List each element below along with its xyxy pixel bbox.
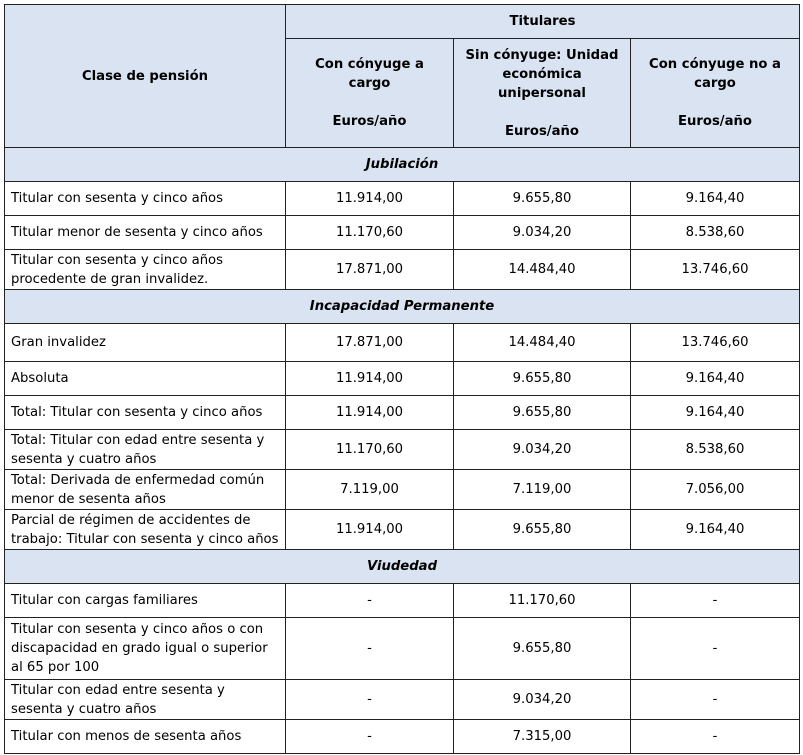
row-label: Total: Titular con edad entre sesenta y sesenta y cuatro años xyxy=(5,430,286,470)
header-con-conyuge-a-cargo: Con cónyuge a cargo Euros/año xyxy=(286,39,454,148)
row-label: Parcial de régimen de accidentes de trabajo: Titular con sesenta y cinco años xyxy=(5,510,286,550)
cell-con-conyuge-a-cargo: 7.119,00 xyxy=(286,470,454,510)
cell-con-conyuge-a-cargo: - xyxy=(286,584,454,618)
row-label: Titular menor de sesenta y cinco años xyxy=(5,216,286,250)
table-row xyxy=(5,182,800,216)
cell-con-conyuge-no-a-cargo: - xyxy=(631,584,800,618)
cell-con-conyuge-a-cargo: 17.871,00 xyxy=(286,324,454,362)
cell-con-conyuge-a-cargo: - xyxy=(286,720,454,754)
cell-con-conyuge-a-cargo: 11.914,00 xyxy=(286,182,454,216)
row-label: Titular con cargas familiares xyxy=(5,584,286,618)
cell-con-conyuge-no-a-cargo: - xyxy=(631,680,800,720)
cell-con-conyuge-no-a-cargo: 9.164,40 xyxy=(631,362,800,396)
table-row xyxy=(5,362,800,396)
section-title: Incapacidad Permanente xyxy=(5,290,800,324)
cell-con-conyuge-no-a-cargo: 8.538,60 xyxy=(631,430,800,470)
row-label: Titular con edad entre sesenta y sesenta y cuatro años xyxy=(5,680,286,720)
section-row-incapacidad-permanente xyxy=(5,290,800,324)
row-label: Titular con sesenta y cinco años xyxy=(5,182,286,216)
cell-con-conyuge-no-a-cargo: 9.164,40 xyxy=(631,510,800,550)
cell-con-conyuge-no-a-cargo: 9.164,40 xyxy=(631,396,800,430)
cell-con-conyuge-a-cargo: 11.914,00 xyxy=(286,510,454,550)
table-row xyxy=(5,396,800,430)
table-row xyxy=(5,584,800,618)
cell-sin-conyuge: 9.655,80 xyxy=(454,618,631,680)
section-row-jubilacion xyxy=(5,148,800,182)
cell-con-conyuge-no-a-cargo: - xyxy=(631,720,800,754)
table-row xyxy=(5,680,800,720)
header-sin-conyuge: Sin cónyuge: Unidad económica unipersonal Euros/año xyxy=(454,39,631,148)
row-label: Absoluta xyxy=(5,362,286,396)
cell-sin-conyuge: 7.315,00 xyxy=(454,720,631,754)
row-label: Titular con sesenta y cinco años o con discapacidad en grado igual o superior al 65 por 100 xyxy=(5,618,286,680)
row-label: Gran invalidez xyxy=(5,324,286,362)
table-row xyxy=(5,720,800,754)
cell-sin-conyuge: 14.484,40 xyxy=(454,250,631,290)
cell-con-conyuge-no-a-cargo: 13.746,60 xyxy=(631,250,800,290)
cell-con-conyuge-no-a-cargo: 8.538,60 xyxy=(631,216,800,250)
cell-sin-conyuge: 9.655,80 xyxy=(454,510,631,550)
pension-table xyxy=(4,4,800,754)
cell-con-conyuge-no-a-cargo: 7.056,00 xyxy=(631,470,800,510)
cell-con-conyuge-a-cargo: 11.170,60 xyxy=(286,216,454,250)
row-label: Total: Derivada de enfermedad común menor de sesenta años xyxy=(5,470,286,510)
header-con-conyuge-no-a-cargo: Con cónyuge no a cargo Euros/año xyxy=(631,39,800,148)
table-row xyxy=(5,250,800,290)
row-label: Titular con sesenta y cinco años procedente de gran invalidez. xyxy=(5,250,286,290)
header-clase-de-pension: Clase de pensión xyxy=(5,5,286,148)
cell-sin-conyuge: 9.655,80 xyxy=(454,362,631,396)
header-titulares: Titulares xyxy=(286,5,800,39)
cell-con-conyuge-a-cargo: 11.914,00 xyxy=(286,396,454,430)
table-row xyxy=(5,470,800,510)
cell-sin-conyuge: 9.034,20 xyxy=(454,680,631,720)
table-row xyxy=(5,324,800,362)
table-row xyxy=(5,510,800,550)
table-row xyxy=(5,216,800,250)
section-title: Jubilación xyxy=(5,148,800,182)
header-row-top xyxy=(5,5,800,39)
cell-con-conyuge-a-cargo: - xyxy=(286,618,454,680)
section-row-viudedad xyxy=(5,550,800,584)
section-title: Viudedad xyxy=(5,550,800,584)
cell-sin-conyuge: 7.119,00 xyxy=(454,470,631,510)
cell-con-conyuge-no-a-cargo: 13.746,60 xyxy=(631,324,800,362)
cell-sin-conyuge: 9.655,80 xyxy=(454,396,631,430)
cell-con-conyuge-no-a-cargo: - xyxy=(631,618,800,680)
cell-sin-conyuge: 9.655,80 xyxy=(454,182,631,216)
cell-con-conyuge-a-cargo: 11.914,00 xyxy=(286,362,454,396)
cell-sin-conyuge: 14.484,40 xyxy=(454,324,631,362)
cell-con-conyuge-a-cargo: 11.170,60 xyxy=(286,430,454,470)
row-label: Total: Titular con sesenta y cinco años xyxy=(5,396,286,430)
cell-con-conyuge-a-cargo: 17.871,00 xyxy=(286,250,454,290)
cell-sin-conyuge: 11.170,60 xyxy=(454,584,631,618)
table-row xyxy=(5,618,800,680)
cell-con-conyuge-a-cargo: - xyxy=(286,680,454,720)
cell-sin-conyuge: 9.034,20 xyxy=(454,216,631,250)
table-row xyxy=(5,430,800,470)
cell-sin-conyuge: 9.034,20 xyxy=(454,430,631,470)
row-label: Titular con menos de sesenta años xyxy=(5,720,286,754)
cell-con-conyuge-no-a-cargo: 9.164,40 xyxy=(631,182,800,216)
